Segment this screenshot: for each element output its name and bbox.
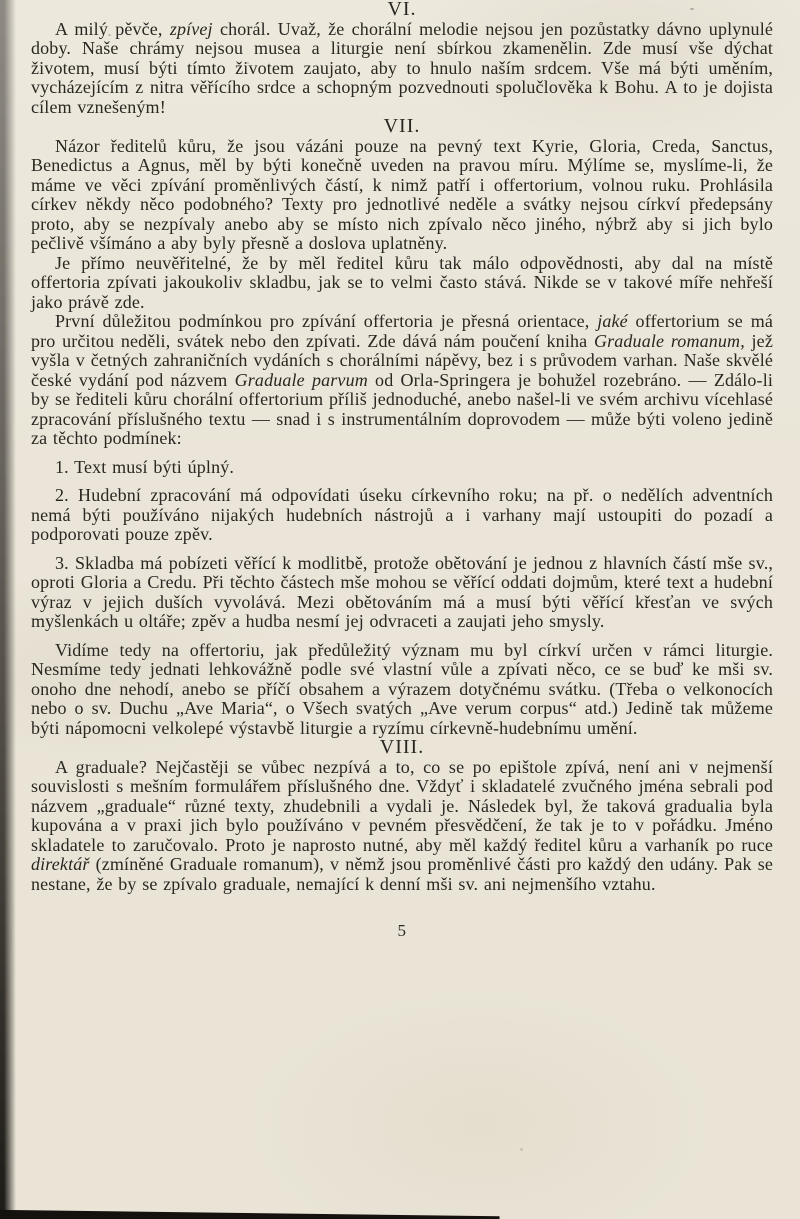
section-heading-viii: VIII. <box>379 736 425 758</box>
scan-gutter-shadow <box>0 0 16 1219</box>
paragraph-vi-1: A milý pěvče, zpívej chorál. Uvaž, že chorální melodie nejsou jen pozůstatky dávno uplynulé doby. Naše chrámy nejsou musea a liturgie není sbírkou zkamenělin. Zde musí vše dýchat životem, musí býti tímto životem zaujato, aby to hnulo naším srdcem. Vše má býti uměním, vycházejícím z nitra věřícího srdce a schopným pozvednouti spolučlověka k Bohu. A to je dojista cílem vznešeným! <box>31 18 773 117</box>
paragraph-vii-4: Vidíme tedy na offertoriu, jak předůležitý význam mu byl církví určen v rámci liturgie. Nesmíme tedy jednati lehkovážně podle své vlastní vůle a zpívati něco, ce se buď ke mši sv. onoho dne nehodí, anebo se příčí obsahem a výrazem dotyčnému svátku. (Třeba o velkonocích nebo o sv. Duchu „Ave Maria“, o Všech svatých „Ave verum corpus“ atd.) Jedině tak můžeme býti nápomocni velkolepé výstavbě liturgie a ryzímu církevně-hudebnímu umění. <box>31 639 773 738</box>
numbered-condition-3: 3. Skladba má pobízeti věřící k modlitbě, protože obětování je jednou z hlavních částí mše sv., oproti Gloria a Credu. Při těchto částech mše mohou se věřící oddati dojmům, které text a hudební výraz v jejich duších vyvolává. Mezi obětováním má a musí býti věřící křesťan ve svých myšlenkách u oltáře; zpěv a hudba nesmí jej odvraceti a zaujati jeho smysly. <box>31 552 773 631</box>
paragraph-vii-1: Názor ředitelů kůru, že jsou vázáni pouze na pevný text Kyrie, Gloria, Creda, Sanctus, Benedictus a Agnus, měl by býti konečně uveden na pravou míru. Mýlíme se, myslíme-li, že máme ve věci zpívání proměnlivých částí, k nimž patří i offertorium, volnou ruku. Prohlásila církev někdy něco podobného? Texty pro jednotlivé neděle a svátky nejsou církví předepsány proto, aby se nezpívaly anebo aby se místo nich zpívalo něco jiného, nýbrž aby si jich bylo pečlivě všímáno a aby byly přesně a doslova uplatněny. <box>31 135 773 253</box>
section-heading-vii: VII. <box>383 115 421 137</box>
page-text-block <box>31 0 773 941</box>
page-number: 5 <box>397 921 407 940</box>
paragraph-vii-2: Je přímo neuvěřitelné, že by měl ředitel kůru tak málo odpovědnosti, aby dal na místě offertoria zpívati jakoukoliv skladbu, jak se to velmi často stává. Nikde se v takové míře nehřeší jako právě zde. <box>31 252 773 312</box>
paragraph-viii-1: A graduale? Nejčastěji se vůbec nezpívá a to, co se po epištole zpívá, není ani v nejmenší souvislosti s mešním formulářem příslušného dne. Vždyť i skladatelé zvučného jména sebrali pod názvem „graduale“ různé texty, zhudebnili a vydali je. Následek byl, že taková gradualia byla kupována a v praxi jich bylo používáno v pevném přesvědčení, že tak je to v pořádku. Jméno skladatele to zaručovalo. Proto je naprosto nutné, aby měl každý ředitel kůru a varhaník po ruce direktář (zmíněné Graduale romanum), v němž jsou proměnlivé části pro každý den udány. Pak se nestane, že by se zpívalo graduale, nemající k denní mši sv. ani nejmenšího vztahu. <box>31 756 773 894</box>
section-heading-vi: VI. <box>387 0 417 20</box>
numbered-condition-1: 1. Text musí býti úplný. <box>55 456 235 477</box>
numbered-condition-2: 2. Hudební zpracování má odpovídati úseku církevního roku; na př. o nedělích adventních nemá býti používáno nijakých hudebních nástrojů a i varhany mají ustoupiti do pozadí a podporovati pouze zpěv. <box>31 485 773 544</box>
paragraph-vii-3: První důležitou podmínkou pro zpívání offertoria je přesná orientace, jaké offertorium se má pro určitou neděli, svátek nebo den zpívati. Zde dává nám poučení kniha Graduale romanum, jež vyšla v četných zahraničních vydáních s chorálními nápěvy, bez i s průvodem varhan. Naše skvělé české vydání pod názvem Graduale parvum od Orla-Springera je bohužel rozebráno. — Zdálo-li by se řediteli kůru chorální offertorium příliš jednoduché, anebo našel-li ve svém archivu vícehlasé zpracování příslušného textu — snad i s instrumentálním doprovodem — může býti voleno jedině za těchto podmínek: <box>31 311 773 448</box>
paper-speck <box>520 1148 523 1151</box>
scan-edge-bottom <box>0 1205 515 1219</box>
